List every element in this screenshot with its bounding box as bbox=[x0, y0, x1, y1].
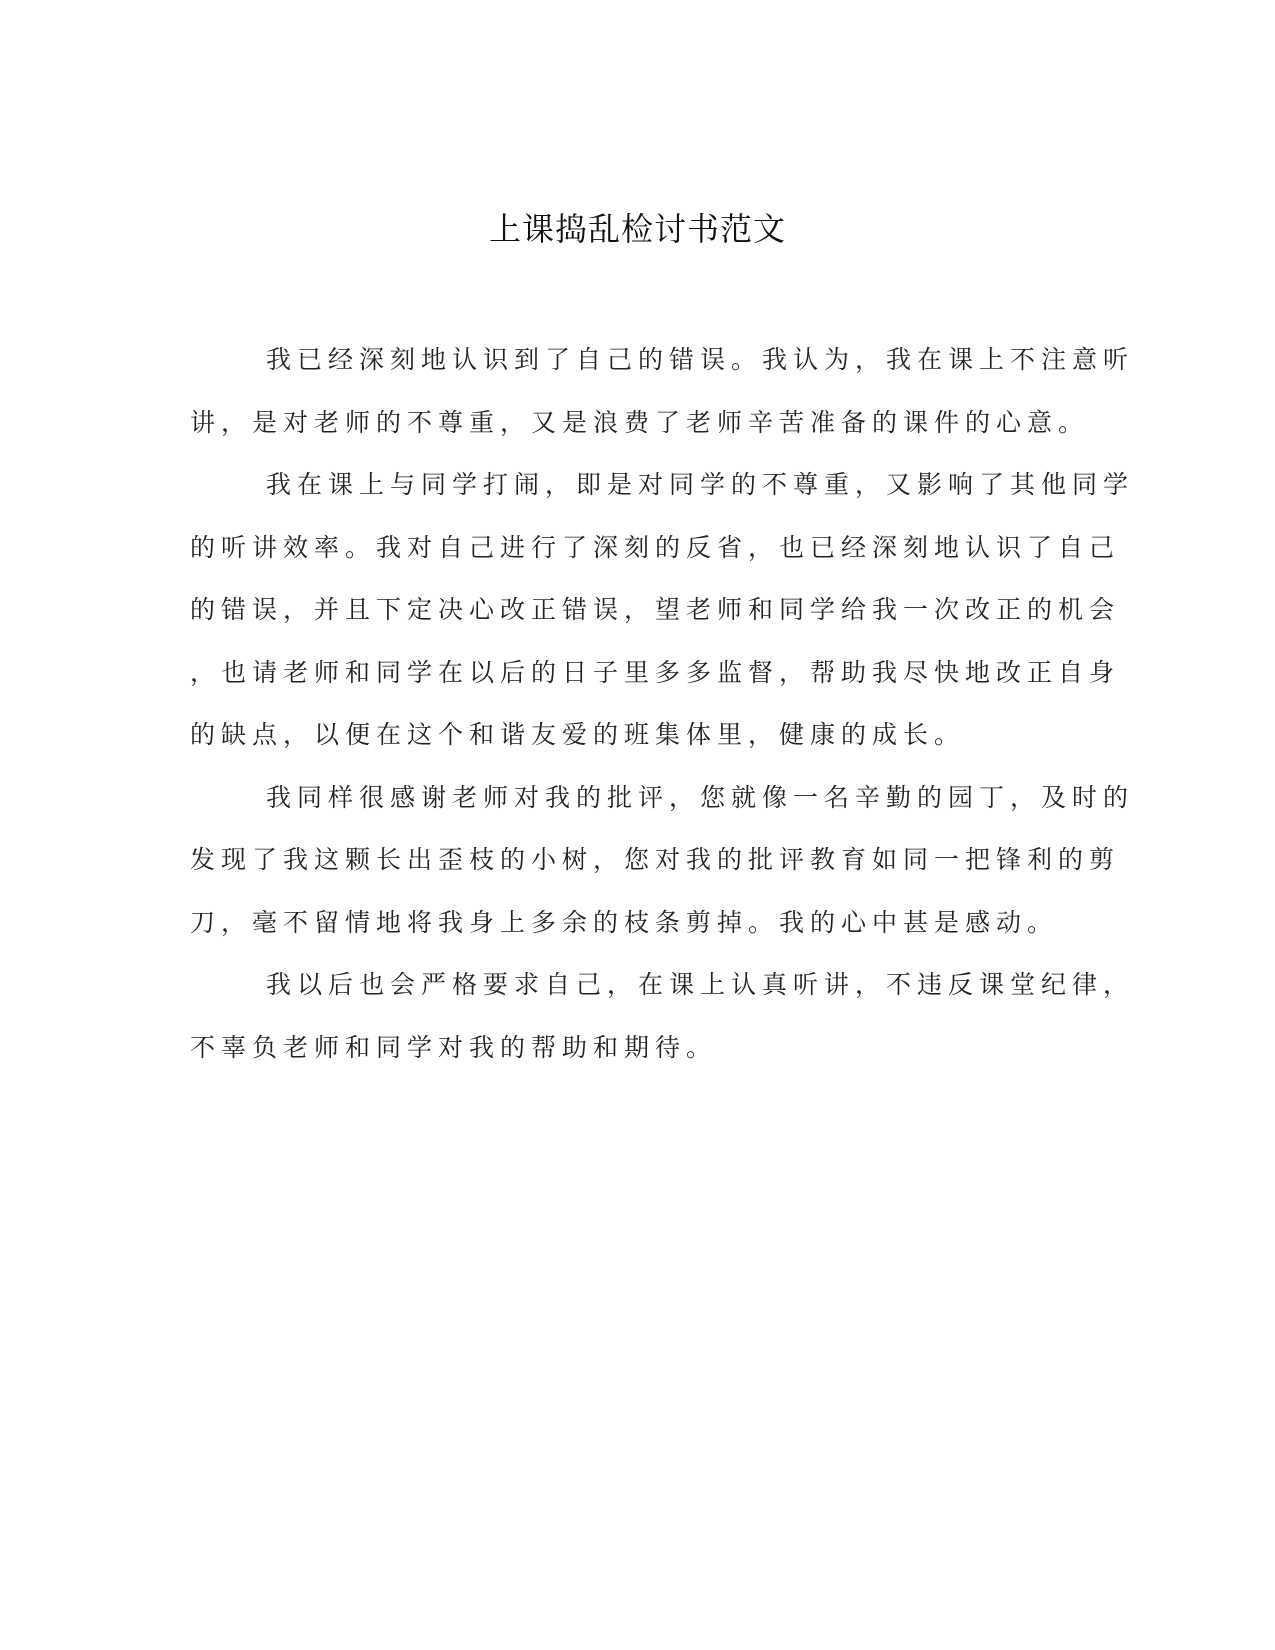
paragraph-line: 的听讲效率。我对自己进行了深刻的反省，也已经深刻地认识了自己 bbox=[190, 532, 1121, 562]
paragraph-4 bbox=[190, 954, 1135, 1079]
paragraph-3 bbox=[190, 767, 1135, 955]
paragraph-line: 我以后也会严格要求自己，在课上认真听讲，不违反课堂纪律， bbox=[266, 970, 1135, 999]
paragraph-line: 发现了我这颗长出歪枝的小树，您对我的批评教育如同一把锋利的剪 bbox=[190, 845, 1121, 874]
paragraph-line: 我在课上与同学打闹，即是对同学的不尊重，又影响了其他同学 bbox=[266, 470, 1135, 499]
paragraph-line: 我已经深刻地认识到了自己的错误。我认为，我在课上不注意听 bbox=[266, 345, 1135, 374]
paragraph-line: 的错误，并且下定决心改正错误，望老师和同学给我一次改正的机会 bbox=[190, 595, 1121, 624]
paragraph-line: 不辜负老师和同学对我的帮助和期待。 bbox=[190, 1032, 718, 1062]
paragraph-line: 我同样很感谢老师对我的批评，您就像一名辛勤的园丁，及时的 bbox=[266, 782, 1135, 812]
paragraph-line: 刀，毫不留情地将我身上多余的枝条剪掉。我的心中甚是感动。 bbox=[190, 907, 1059, 937]
document-title: 上课捣乱检讨书范文 bbox=[488, 210, 786, 248]
paragraph-2 bbox=[190, 454, 1135, 767]
paragraph-line: 讲，是对老师的不尊重，又是浪费了老师辛苦准备的课件的心意。 bbox=[190, 407, 1090, 437]
paragraph-line: ，也请老师和同学在以后的日子里多多监督，帮助我尽快地改正自身 bbox=[190, 657, 1121, 687]
document-body bbox=[190, 329, 1135, 1079]
paragraph-1 bbox=[190, 329, 1135, 454]
paragraph-line: 的缺点，以便在这个和谐友爱的班集体里，健康的成长。 bbox=[190, 720, 966, 749]
